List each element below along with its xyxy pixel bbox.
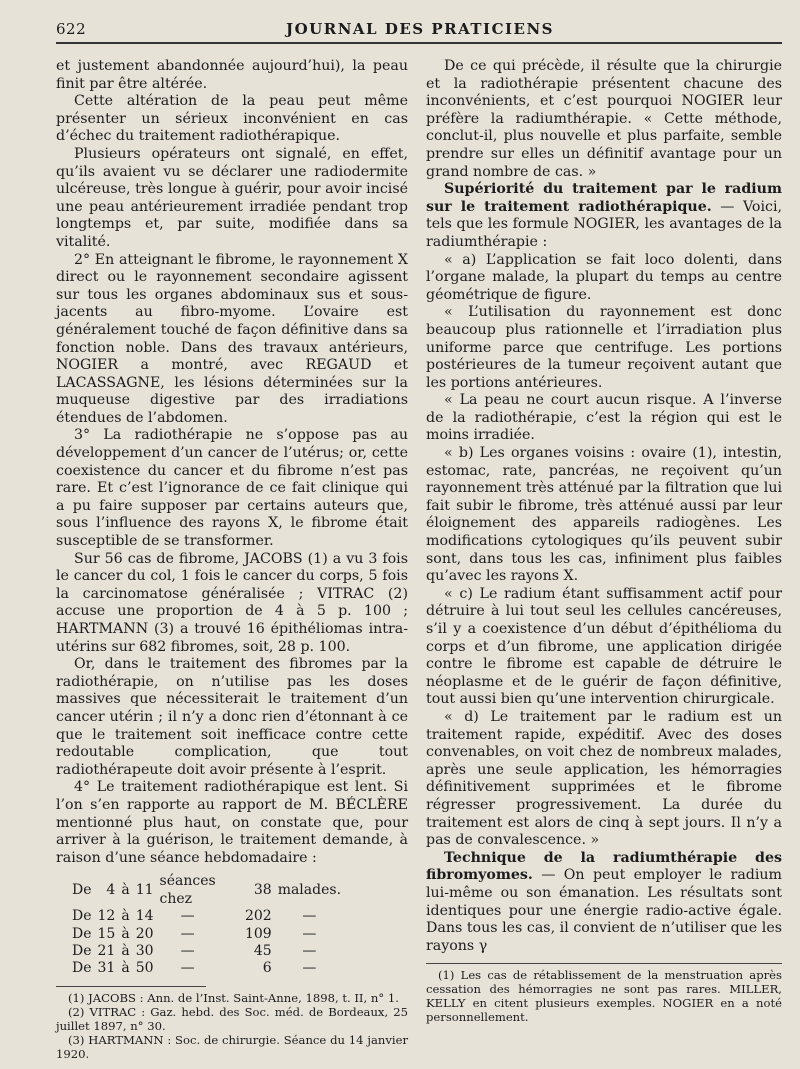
table-row: De 31 à 50 — 6 — bbox=[72, 960, 317, 977]
table-row: De 21 à 30 — 45 — bbox=[72, 942, 317, 959]
journal-title: JOURNAL DES PRATICIENS bbox=[286, 20, 554, 38]
section-heading-text: — On peut employer le radium lui-même ou son émanation. Les résultats sont identiques pour une énergie radio-active égale. Dans tous les cas, il convient de n’utiliser que les rayons γ bbox=[426, 867, 782, 954]
paragraph: Cette altération de la peau peut même présenter un sérieux inconvénient en cas d’échec du traitement radiothérapique. bbox=[56, 93, 408, 145]
footnote: (1) JACOBS : Ann. de l’Inst. Saint-Anne, 1898, t. II, n° 1. bbox=[68, 990, 399, 1005]
footnote-rule bbox=[56, 986, 206, 987]
section-heading-title: Supériorité du traitement par le radium sur le traitement radiothérapique. bbox=[426, 181, 782, 215]
table-row: De 12 à 14 — 202 — bbox=[72, 908, 317, 925]
paragraph: « c) Le radium étant suffisamment actif pour détruire à lui tout seul les cellules cancéreuses, s’il y a coexistence d’un début d’épithélioma du corps et d’un fibrome, une application dirigée contre le fibrome est capable de détruire le néoplasme et de le guérir de façon définitive, tout aussi bien qu’une intervention chirurgicale. bbox=[426, 585, 782, 708]
paragraph: Plusieurs opérateurs ont signalé, en effet, qu’ils avaient vu se déclarer une radiodermite ulcéreuse, très longue à guérir, pour avoir incisé une peau antérieurement irradiée pendant trop longtemps et, par suite, modifiée dans sa vitalité. bbox=[56, 145, 408, 250]
paragraph: Sur 56 cas de fibrome, JACOBS (1) a vu 3 fois le cancer du col, 1 fois le cancer du corps, 5 fois la carcinomatose généralisée ; VITRAC (2) accuse une proportion de 4 à 5 p. 100 ; HARTMANN (3) a trouvé 16 épithéliomas intra-utérins sur 682 fibromes, soit, 28 p. 100. bbox=[56, 550, 408, 655]
footnotes bbox=[56, 991, 408, 1061]
paragraph: « La peau ne court aucun risque. A l’inverse de la radiothérapie, c’est la région qui est le moins irradiée. bbox=[426, 392, 782, 444]
header-rule bbox=[56, 42, 782, 44]
paragraph: « b) Les organes voisins : ovaire (1), intestin, estomac, rate, pancréas, ne reçoivent qu’un rayonnement très atténué par la filtration que lui fait subir le fibrome, très atténué aussi par leur éloignement des appareils radiogènes. Les modifications cytologiques qu’ils peuvent subir sont, dans tous les cas, infiniment plus faibles qu’avec les rayons X. bbox=[426, 445, 782, 585]
table-row: De 15 à 20 — 109 — bbox=[72, 925, 317, 942]
footnote: (1) Les cas de rétablissement de la menstruation après cessation des hémorragies ne sont pas rares. MILLER, KELLY en citent plusieurs exemples. NOGIER en a noté personnellement. bbox=[426, 968, 782, 1025]
footnote: (2) VITRAC : Gaz. hebd. des Soc. méd. de Bordeaux, 25 juillet 1897, n° 30. bbox=[56, 1004, 408, 1033]
table-row: De 4 à 11 séances chez 38 malades. bbox=[72, 873, 342, 907]
paragraph: « L’utilisation du rayonnement est donc beaucoup plus rationnelle et l’irradiation plus uniforme parce que centrifuge. Les portions postérieures de la tumeur reçoivent autant que les portions antérieures. bbox=[426, 304, 782, 391]
section-heading bbox=[426, 181, 782, 251]
section-heading-text: — Voici, tels que les formule NOGIER, les avantages de la radiumthérapie : bbox=[426, 198, 782, 250]
right-column bbox=[426, 58, 782, 1024]
paragraph: 2° En atteignant le fibrome, le rayonnement X direct ou le rayonnement secondaire agissent sur tous les organes abdominaux sus et sous-jacents au fibro-myome. L’ovaire est généralement touché de façon définitive dans sa fonction noble. Dans des travaux antérieurs, NOGIER a montré, avec REGAUD et LACASSAGNE, les lésions déterminées sur la muqueuse digestive par des irradiations étendues de l’abdomen. bbox=[56, 251, 408, 426]
paragraph: De ce qui précède, il résulte que la chirurgie et la radiothérapie présentent chacune des inconvénients, et c’est pourquoi NOGIER leur préfère la radiumthérapie. « Cette méthode, conclut-il, plus nouvelle et plus parfaite, semble prendre sur elles un définitif avantage pour un grand nombre de cas. » bbox=[426, 58, 782, 180]
paragraph: Or, dans le traitement des fibromes par la radiothérapie, on n’utilise pas les doses massives que nécessiterait le traitement d’un cancer utérin ; il n’y a donc rien d’étonnant à ce que le traitement soit inefficace contre cette redoutable complication, que tout radiothérapeute doit avoir présente à l’esprit. bbox=[56, 656, 408, 778]
footnote: (3) HARTMANN : Soc. de chirurgie. Séance du 14 janvier 1920. bbox=[56, 1032, 408, 1061]
page-number: 622 bbox=[56, 20, 87, 38]
sessions-table bbox=[72, 873, 347, 977]
paragraph: 3° La radiothérapie ne s’oppose pas au développement d’un cancer de l’utérus; or, cette coexistence du cancer et du fibrome n’est pas rare. Et c’est l’ignorance de ce fait clinique qui a pu faire supposer par certains auteurs que, sous l’influence des rayons X, le fibrome était susceptible de se transformer. bbox=[56, 427, 408, 550]
paragraph: « d) Le traitement par le radium est un traitement rapide, expéditif. Avec des doses convenables, on voit chez de nombreux malades, après une seule application, les hémorragies définitivement supprimées et le fibrome régresser progressivement. La durée du traitement est alors de cinq à sept jours. Il n’y a pas de convalescence. » bbox=[426, 708, 782, 849]
paragraph: « a) L’application se fait loco dolenti, dans l’organe malade, la plupart du temps au centre géométrique de figure. bbox=[426, 251, 782, 303]
left-column bbox=[56, 58, 408, 1061]
footnotes bbox=[426, 968, 782, 1024]
paragraph: et justement abandonnée aujourd’hui), la peau finit par être altérée. bbox=[56, 58, 408, 92]
section-heading bbox=[426, 850, 782, 956]
paragraph: 4° Le traitement radiothérapique est lent. Si l’on s’en rapporte au rapport de M. BÉCLÈRE mentionné plus haut, on constate que, pour arriver à la guérison, le traitement demande, à raison d’une séance hebdomadaire : bbox=[56, 779, 408, 866]
page-header bbox=[56, 14, 784, 40]
footnote-rule bbox=[426, 963, 782, 964]
section-heading-title: Technique de la radiumthérapie des fibromyomes. bbox=[426, 849, 782, 884]
